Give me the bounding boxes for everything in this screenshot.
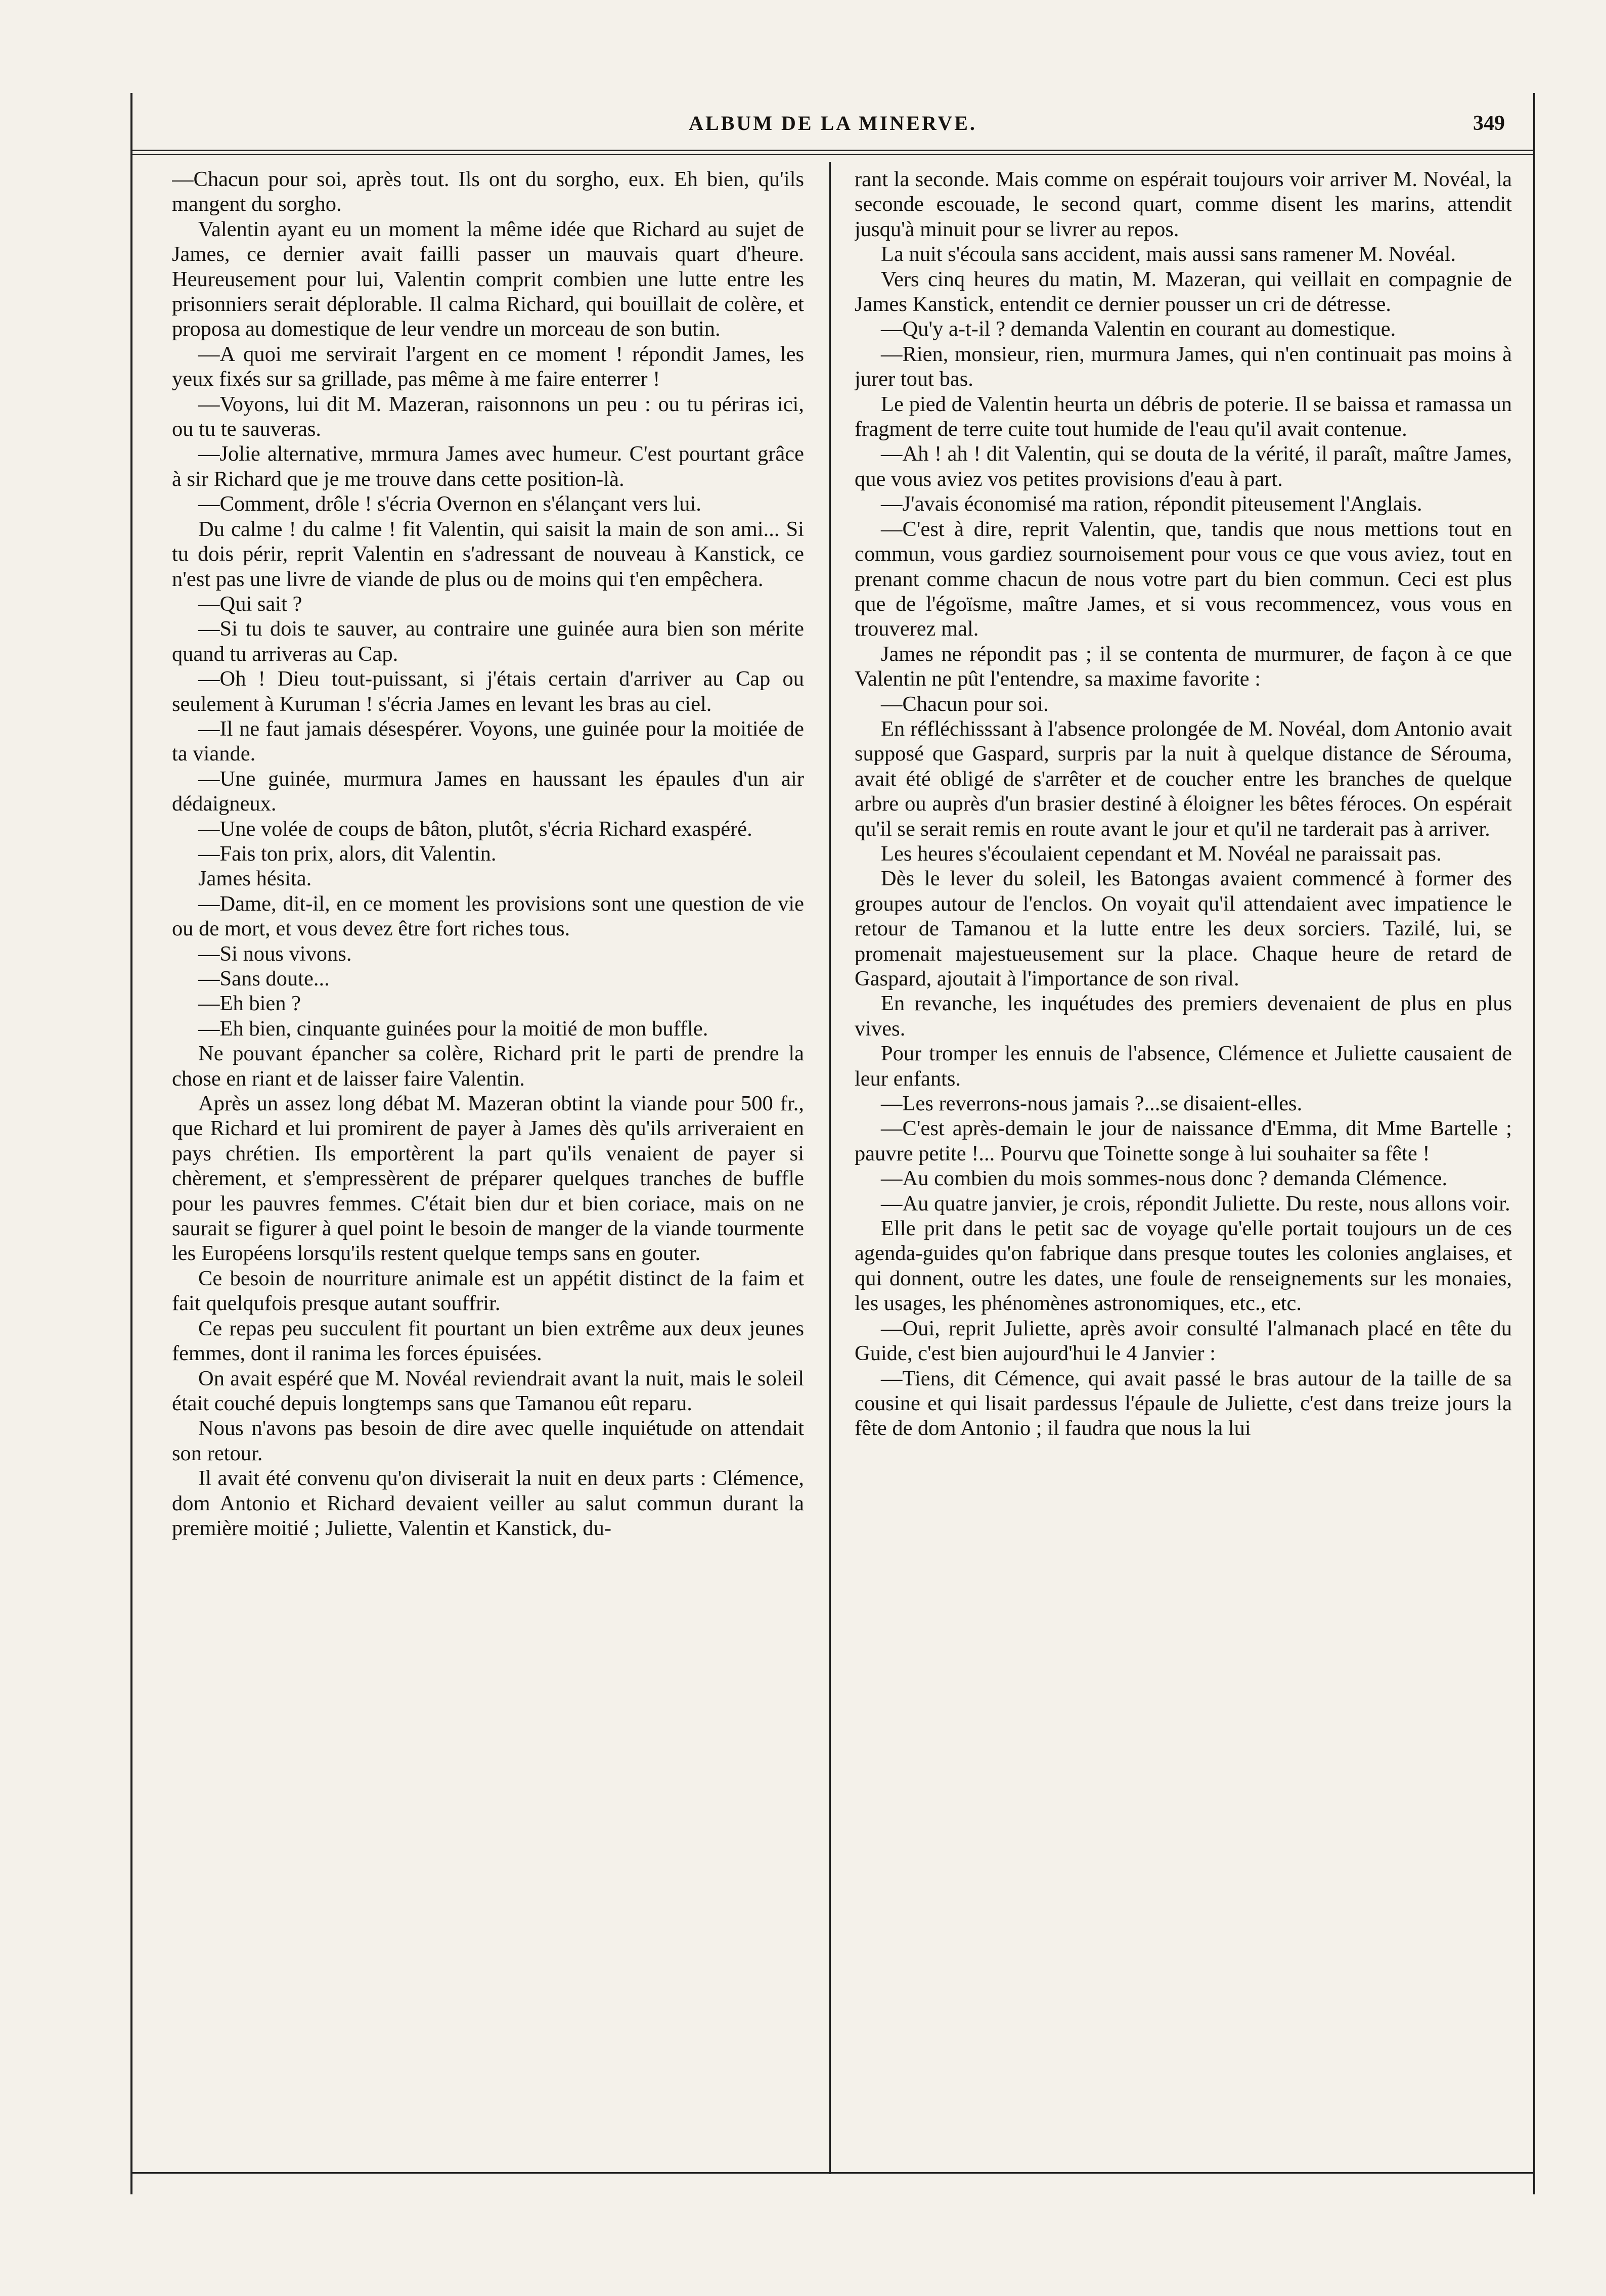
paragraph: —Une guinée, murmura James en haussant les épaules d'un air dédaigneux.: [172, 767, 804, 816]
paragraph: —Au quatre janvier, je crois, répondit Juliette. Du reste, nous allons voir.: [881, 1191, 1510, 1215]
paragraph: —Tiens, dit Cémence, qui avait passé le bras autour de la taille de sa cousine et qui lisait pardessus l'épaule de Juliette, c'est dans treize jours la fête de dom Antonio ; il faudra que nous la lui: [855, 1366, 1512, 1440]
paragraph: —J'avais économisé ma ration, répondit piteusement l'Anglais.: [881, 492, 1422, 516]
paragraph: En revanche, les inquétudes des premiers devenaient de plus en plus vives.: [855, 992, 1512, 1041]
paragraph: Dès le lever du soleil, les Batongas avaient commencé à former des groupes autour de l'enclos. On voyait qu'il attendaient avec impatience le retour de Tamanou et la lutte entre les deux sorciers. Tazilé, lui, se promenait majestueusement sur la place. Chaque heure de retard de Gaspard, ajoutait à l'importance de son rival.: [855, 867, 1512, 991]
page-header: [130, 101, 1535, 157]
paragraph: —Oui, reprit Juliette, après avoir consulté l'almanach placé en tête du Guide, c'est bien aujourd'hui le 4 Janvier :: [855, 1316, 1512, 1366]
right-column: [855, 167, 1512, 2164]
paragraph: Valentin ayant eu un moment la même idée que Richard au sujet de James, ce dernier avait failli passer un mauvais quart d'heure. Heureusement pour lui, Valentin comprit combien une lutte entre les prisonniers serait déplorable. Il calma Richard, qui bouillait de colère, et proposa au domestique de leur vendre un morceau de son butin.: [172, 217, 804, 341]
paragraph: —Jolie alternative, mrmura James avec humeur. C'est pourtant grâce à sir Richard que je me trouve dans cette position-là.: [172, 442, 804, 491]
paragraph: Vers cinq heures du matin, M. Mazeran, qui veillait en compagnie de James Kanstick, entendit ce dernier pousser un cri de détresse.: [855, 267, 1512, 317]
paragraph: —Chacun pour soi.: [881, 692, 1049, 716]
paragraph: On avait espéré que M. Novéal reviendrait avant la nuit, mais le soleil était couché depuis longtemps sans que Tamanou eût reparu.: [172, 1366, 804, 1415]
paragraph: —A quoi me servirait l'argent en ce moment ! répondit James, les yeux fixés sur sa grillade, pas même à me faire enterrer !: [172, 342, 804, 391]
paragraph: —Voyons, lui dit M. Mazeran, raisonnons un peu : ou tu périras ici, ou tu te sauveras.: [172, 392, 804, 441]
paragraph: —Comment, drôle ! s'écria Overnon en s'élançant vers lui.: [198, 492, 701, 516]
paragraph: Nous n'avons pas besoin de dire avec quelle inquiétude on attendait son retour.: [172, 1416, 804, 1465]
page-number: 349: [1473, 112, 1505, 135]
paragraph: —Si tu dois te sauver, au contraire une guinée aura bien son mérite quand tu arriveras au Cap.: [172, 617, 804, 666]
paragraph: —Ah ! ah ! dit Valentin, qui se douta de la vérité, il paraît, maître James, que vous aviez vos petites provisions d'eau à part.: [855, 442, 1512, 491]
paragraph: James ne répondit pas ; il se contenta de murmurer, de façon à ce que Valentin ne pût l'entendre, sa maxime favorite :: [855, 642, 1512, 691]
paragraph: rant la seconde. Mais comme on espérait toujours voir arriver M. Novéal, la seconde escouade, le second quart, comme disent les marins, attendit jusqu'à minuit pour se livrer au repos.: [855, 167, 1512, 241]
paragraph: —C'est à dire, reprit Valentin, que, tandis que nous mettions tout en commun, vous gardiez sournoisement pour vous ce que vous aviez, tout en prenant comme chacun de nous votre part du bien commun. Ceci est plus que de l'égoïsme, maître James, et si vous recommencez, vous vous en trouverez mal.: [855, 517, 1512, 641]
left-column: [172, 167, 804, 2164]
paragraph: —Eh bien ?: [198, 992, 301, 1016]
paragraph: —Rien, monsieur, rien, murmura James, qui n'en continuait pas moins à jurer tout bas.: [855, 342, 1512, 391]
paragraph: En réfléchisssant à l'absence prolongée de M. Novéal, dom Antonio avait supposé que Gaspard, surpris par la nuit à quelque distance de Sérouma, avait été obligé de s'arrêter et de coucher entre les branches de quelque arbre ou auprès d'un brasier destiné à éloigner les bêtes féroces. On espérait qu'il se serait remis en route avant le jour et qu'il ne tarderait pas à arriver.: [855, 716, 1512, 841]
paragraph: —Dame, dit-il, en ce moment les provisions sont une question de vie ou de mort, et vous devez être fort riches tous.: [172, 891, 804, 941]
paragraph: —Si nous vivons.: [198, 941, 352, 966]
paragraph: —Une volée de coups de bâton, plutôt, s'écria Richard exaspéré.: [198, 817, 752, 841]
paragraph: —Chacun pour soi, après tout. Ils ont du sorgho, eux. Eh bien, qu'ils mangent du sorgho.: [172, 167, 804, 216]
paragraph: —Oh ! Dieu tout-puissant, si j'étais certain d'arriver au Cap ou seulement à Kuruman ! s'écria James en levant les bras au ciel.: [172, 667, 804, 716]
paragraph: La nuit s'écoula sans accident, mais aussi sans ramener M. Novéal.: [881, 242, 1456, 266]
paragraph: Elle prit dans le petit sac de voyage qu'elle portait toujours un de ces agenda-guides qu'on fabrique dans presque toutes les colonies anglaises, et qui donnent, outre les dates, une foule de renseignements sur les monaies, les usages, les phénomènes astronomiques, etc., etc.: [855, 1217, 1512, 1316]
paragraph: —Les reverrons-nous jamais ?...se disaient-elles.: [881, 1092, 1303, 1116]
running-title: ALBUM DE LA MINERVE.: [689, 112, 977, 134]
paragraph: —Au combien du mois sommes-nous donc ? demanda Clémence.: [881, 1166, 1448, 1191]
paragraph: Ce repas peu succulent fit pourtant un bien extrême aux deux jeunes femmes, dont il ranima les forces épuisées.: [172, 1316, 804, 1366]
paragraph: —Qu'y a-t-il ? demanda Valentin en courant au domestique.: [881, 317, 1396, 341]
paragraph: Les heures s'écoulaient cependant et M. Novéal ne paraissait pas.: [881, 841, 1442, 866]
paragraph: —Sans doute...: [198, 967, 330, 991]
paragraph: Il avait été convenu qu'on diviserait la nuit en deux parts : Clémence, dom Antonio et Richard devaient veiller au salut commun durant la première moitié ; Juliette, Valentin et Kanstick, du-: [172, 1466, 804, 1540]
paragraph: —Il ne faut jamais désespérer. Voyons, une guinée pour la moitiée de ta viande.: [172, 716, 804, 766]
paragraph: Ce besoin de nourriture animale est un appétit distinct de la faim et fait quelqufois presque autant souffrir.: [172, 1266, 804, 1316]
header-rule: [130, 150, 1535, 155]
paragraph: Après un assez long débat M. Mazeran obtint la viande pour 500 fr., que Richard et lui promirent de payer à James dès qu'ils arriveraient en pays chrétien. Ils emportèrent la part qu'ils venaient de payer si chèrement, et s'empressèrent de préparer quelques tranches de buffle pour les pauvres femmes. C'était bien dur et bien coriace, mais on ne saurait se figurer à quel point le besoin de manger de la viande tourmente les Européens lorsqu'ils restent quelque temps sans en gouter.: [172, 1092, 804, 1266]
paragraph: —Fais ton prix, alors, dit Valentin.: [198, 841, 497, 866]
paragraph: Ne pouvant épancher sa colère, Richard prit le parti de prendre la chose en riant et de laisser faire Valentin.: [172, 1042, 804, 1091]
paragraph: —C'est après-demain le jour de naissance d'Emma, dit Mme Bartelle ; pauvre petite !... Pourvu que Toinette songe à lui souhaiter sa fête !: [855, 1116, 1512, 1165]
paragraph: —Qui sait ?: [198, 592, 302, 616]
column-divider: [829, 162, 831, 2174]
paragraph: —Eh bien, cinquante guinées pour la moitié de mon buffle.: [198, 1016, 708, 1041]
paragraph: James hésita.: [198, 867, 312, 891]
bottom-rule: [130, 2172, 1535, 2174]
paragraph: Pour tromper les ennuis de l'absence, Clémence et Juliette causaient de leur enfants.: [855, 1042, 1512, 1091]
paragraph: Le pied de Valentin heurta un débris de poterie. Il se baissa et ramassa un fragment de terre cuite tout humide de l'eau qu'il avait contenue.: [855, 392, 1512, 441]
paragraph: Du calme ! du calme ! fit Valentin, qui saisit la main de son ami... Si tu dois périr, reprit Valentin en s'adressant de nouveau à Kanstick, ce n'est pas une livre de viande de plus ou de moins qui t'en empêchera.: [172, 517, 804, 591]
